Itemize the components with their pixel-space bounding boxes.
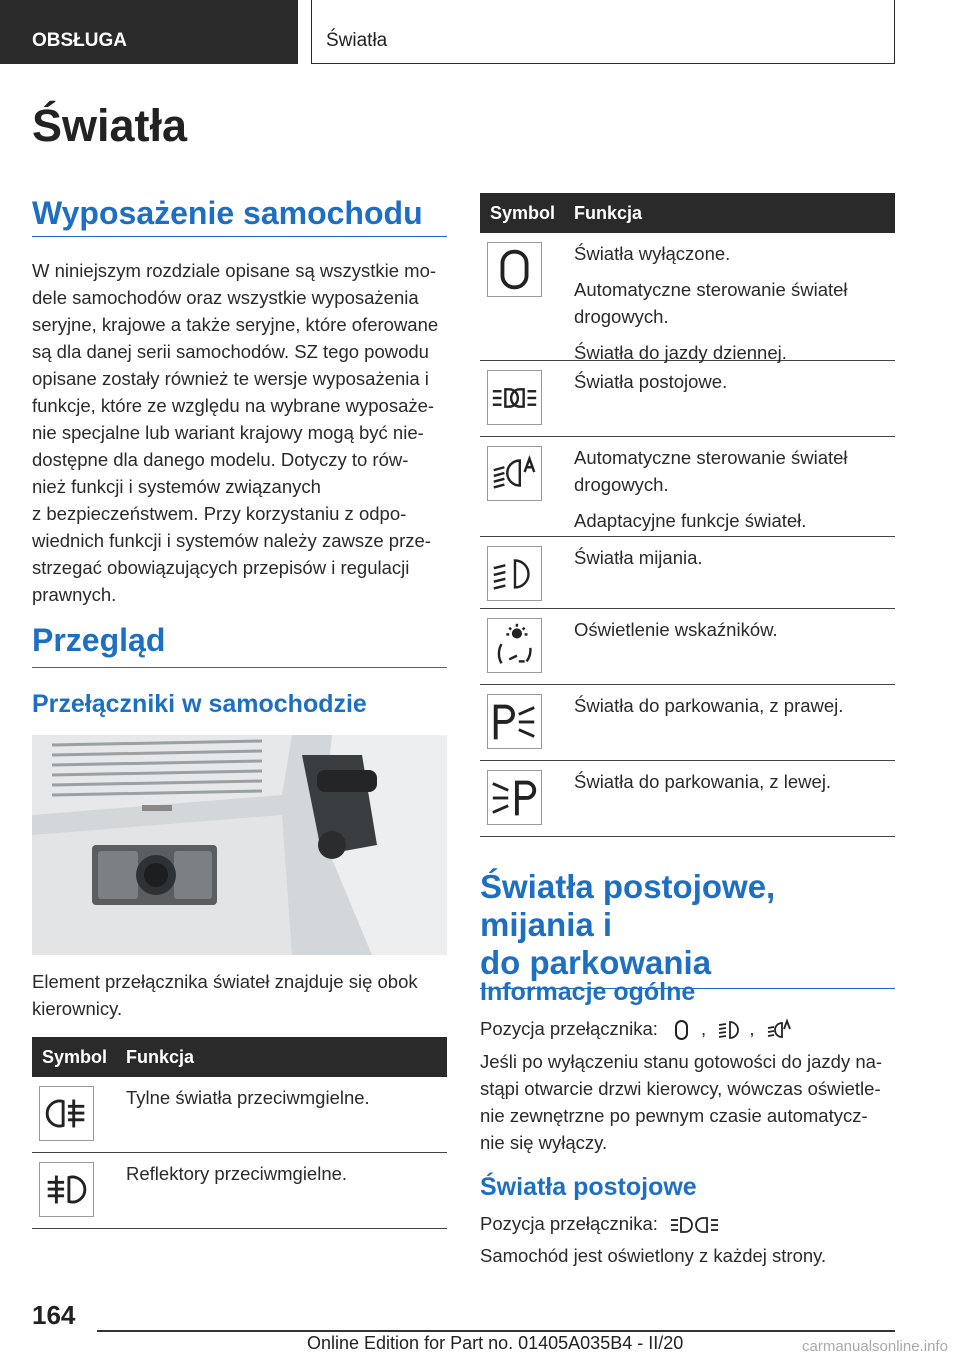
function-line: Światła wyłączone. <box>574 243 731 264</box>
function-line: Światła do parkowania, z prawej. <box>574 695 844 716</box>
lights-off-icon <box>487 242 542 297</box>
col-function: Funkcja <box>574 203 643 223</box>
parking-light-left-icon <box>487 770 542 825</box>
table-row <box>480 437 895 537</box>
position-label: Pozycja przełącznika: <box>480 1018 658 1039</box>
equipment-heading: Wyposażenie samochodu <box>32 195 447 237</box>
parking-position-line <box>480 1210 900 1237</box>
fog-lights-table <box>32 1037 447 1229</box>
function-text <box>574 240 894 375</box>
text-line: nie się wyłączy. <box>480 1132 608 1153</box>
text-line: nie specjalne lub wariant krajowy mogą być nie- <box>32 422 424 443</box>
text-line: wiednich funkcji i systemów należy zawsze prze- <box>32 530 431 551</box>
text-line: stąpi otwarcie drzwi kierowcy, wówczas oświetle- <box>480 1078 881 1099</box>
table-row <box>480 685 895 761</box>
front-fog-light-icon <box>39 1162 94 1217</box>
page-number: 164 <box>32 1300 76 1330</box>
text-line: z bezpieczeństwem. Przy korzystaniu z odpo- <box>32 503 407 524</box>
general-info-heading: Informacje ogólne <box>480 978 696 1006</box>
text-line: W niniejszym rozdziale opisane są wszystkie mo- <box>32 260 437 281</box>
function-text <box>574 768 894 804</box>
overview-heading: Przegląd <box>32 622 447 668</box>
function-line: Automatyczne sterowanie świateł drogowych. <box>574 279 848 327</box>
text-line: dele samochodów oraz wszystkie wyposażenia <box>32 287 419 308</box>
chapter-label: Światła <box>326 30 388 51</box>
table-row <box>32 1077 447 1153</box>
function-line: Reflektory przeciwmgielne. <box>126 1163 348 1184</box>
text-line: prawnych. <box>32 584 117 605</box>
heading-line: Światła postojowe, mijania i <box>480 868 776 943</box>
function-line: Światła do jazdy dziennej. <box>574 342 787 363</box>
section-heading <box>480 868 895 989</box>
separator: , <box>701 1018 707 1039</box>
table-header <box>480 193 895 233</box>
table-row <box>480 761 895 837</box>
col-symbol: Symbol <box>490 203 556 223</box>
caption-line: Element przełącznika świateł znajduje się obok <box>32 971 418 992</box>
text-line: Jeśli po wyłączeniu stanu gotowości do jazdy na- <box>480 1051 883 1072</box>
table-row <box>480 233 895 361</box>
page-title: Światła <box>32 100 188 151</box>
function-text <box>126 1084 446 1120</box>
function-line: Adaptacyjne funkcje świateł. <box>574 510 807 531</box>
switch-position-line <box>480 1015 900 1042</box>
table-row <box>32 1153 447 1229</box>
parking-lights-heading: Światła postojowe <box>480 1173 697 1201</box>
separator: , <box>749 1018 755 1039</box>
equipment-text <box>32 257 452 608</box>
table-header <box>32 1037 447 1077</box>
function-text <box>574 544 894 580</box>
col-symbol: Symbol <box>42 1047 108 1067</box>
auto-headlight-icon <box>487 446 542 501</box>
parking-lights-icon <box>669 1213 721 1237</box>
parking-light-right-icon <box>487 694 542 749</box>
function-line: Światła do parkowania, z lewej. <box>574 771 832 792</box>
text-line: funkcje, które ze względu na wybrane wyposaże- <box>32 395 435 416</box>
function-text <box>574 368 894 404</box>
light-switch-table <box>480 193 895 837</box>
edition-note: Online Edition for Part no. 01405A035B4 - II/20 <box>307 1333 684 1353</box>
text-line: opisane zostały również te wersje wyposażenia i <box>32 368 429 389</box>
text-line: seryjne, krajowe a także seryjne, które oferowane <box>32 314 439 335</box>
function-line: Tylne światła przeciwmgielne. <box>126 1087 370 1108</box>
text-line: są dla danej serii samochodów. SZ tego powodu <box>32 341 429 362</box>
footer-divider <box>97 1330 895 1332</box>
function-text <box>126 1160 446 1196</box>
auto-headlight-icon <box>766 1018 792 1042</box>
function-line: Światła postojowe. <box>574 371 728 392</box>
text-line: nie zewnętrzne po pewnym czasie automatycz- <box>480 1105 868 1126</box>
general-info-text <box>480 1048 900 1156</box>
rear-fog-light-icon <box>39 1086 94 1141</box>
text-line: strzegać obowiązujących przepisów i regulacji <box>32 557 410 578</box>
function-text <box>574 692 894 728</box>
switches-heading: Przełączniki w samochodzie <box>32 690 367 718</box>
position-label: Pozycja przełącznika: <box>480 1213 658 1234</box>
caption-line: kierownicy. <box>32 998 123 1019</box>
table-row <box>480 361 895 437</box>
heading-line: do parkowania <box>480 944 712 981</box>
parking-lights-text: Samochód jest oświetlony z każdej strony. <box>480 1245 827 1266</box>
chapter-tab <box>311 0 895 64</box>
instrument-lighting-icon <box>487 618 542 673</box>
function-line: Automatyczne sterowanie świateł drogowych. <box>574 447 848 495</box>
function-text <box>574 616 894 652</box>
function-line: Oświetlenie wskaźników. <box>574 619 778 640</box>
switch-caption <box>32 968 452 1022</box>
low-beam-icon <box>487 546 542 601</box>
text-line: dostępne dla danego modelu. Dotyczy to rów- <box>32 449 409 470</box>
watermark: carmanualsonline.info <box>802 1338 948 1355</box>
lights-off-icon <box>669 1018 695 1042</box>
table-row <box>480 609 895 685</box>
section-tab <box>0 0 298 64</box>
light-switch-photo <box>32 735 447 955</box>
text-line: nież funkcji i systemów związanych <box>32 476 321 497</box>
table-row <box>480 537 895 609</box>
function-text <box>574 444 894 543</box>
parking-lights-icon <box>487 370 542 425</box>
col-function: Funkcja <box>126 1047 195 1067</box>
low-beam-icon <box>717 1018 743 1042</box>
function-line: Światła mijania. <box>574 547 703 568</box>
section-label: OBSŁUGA <box>32 30 127 51</box>
